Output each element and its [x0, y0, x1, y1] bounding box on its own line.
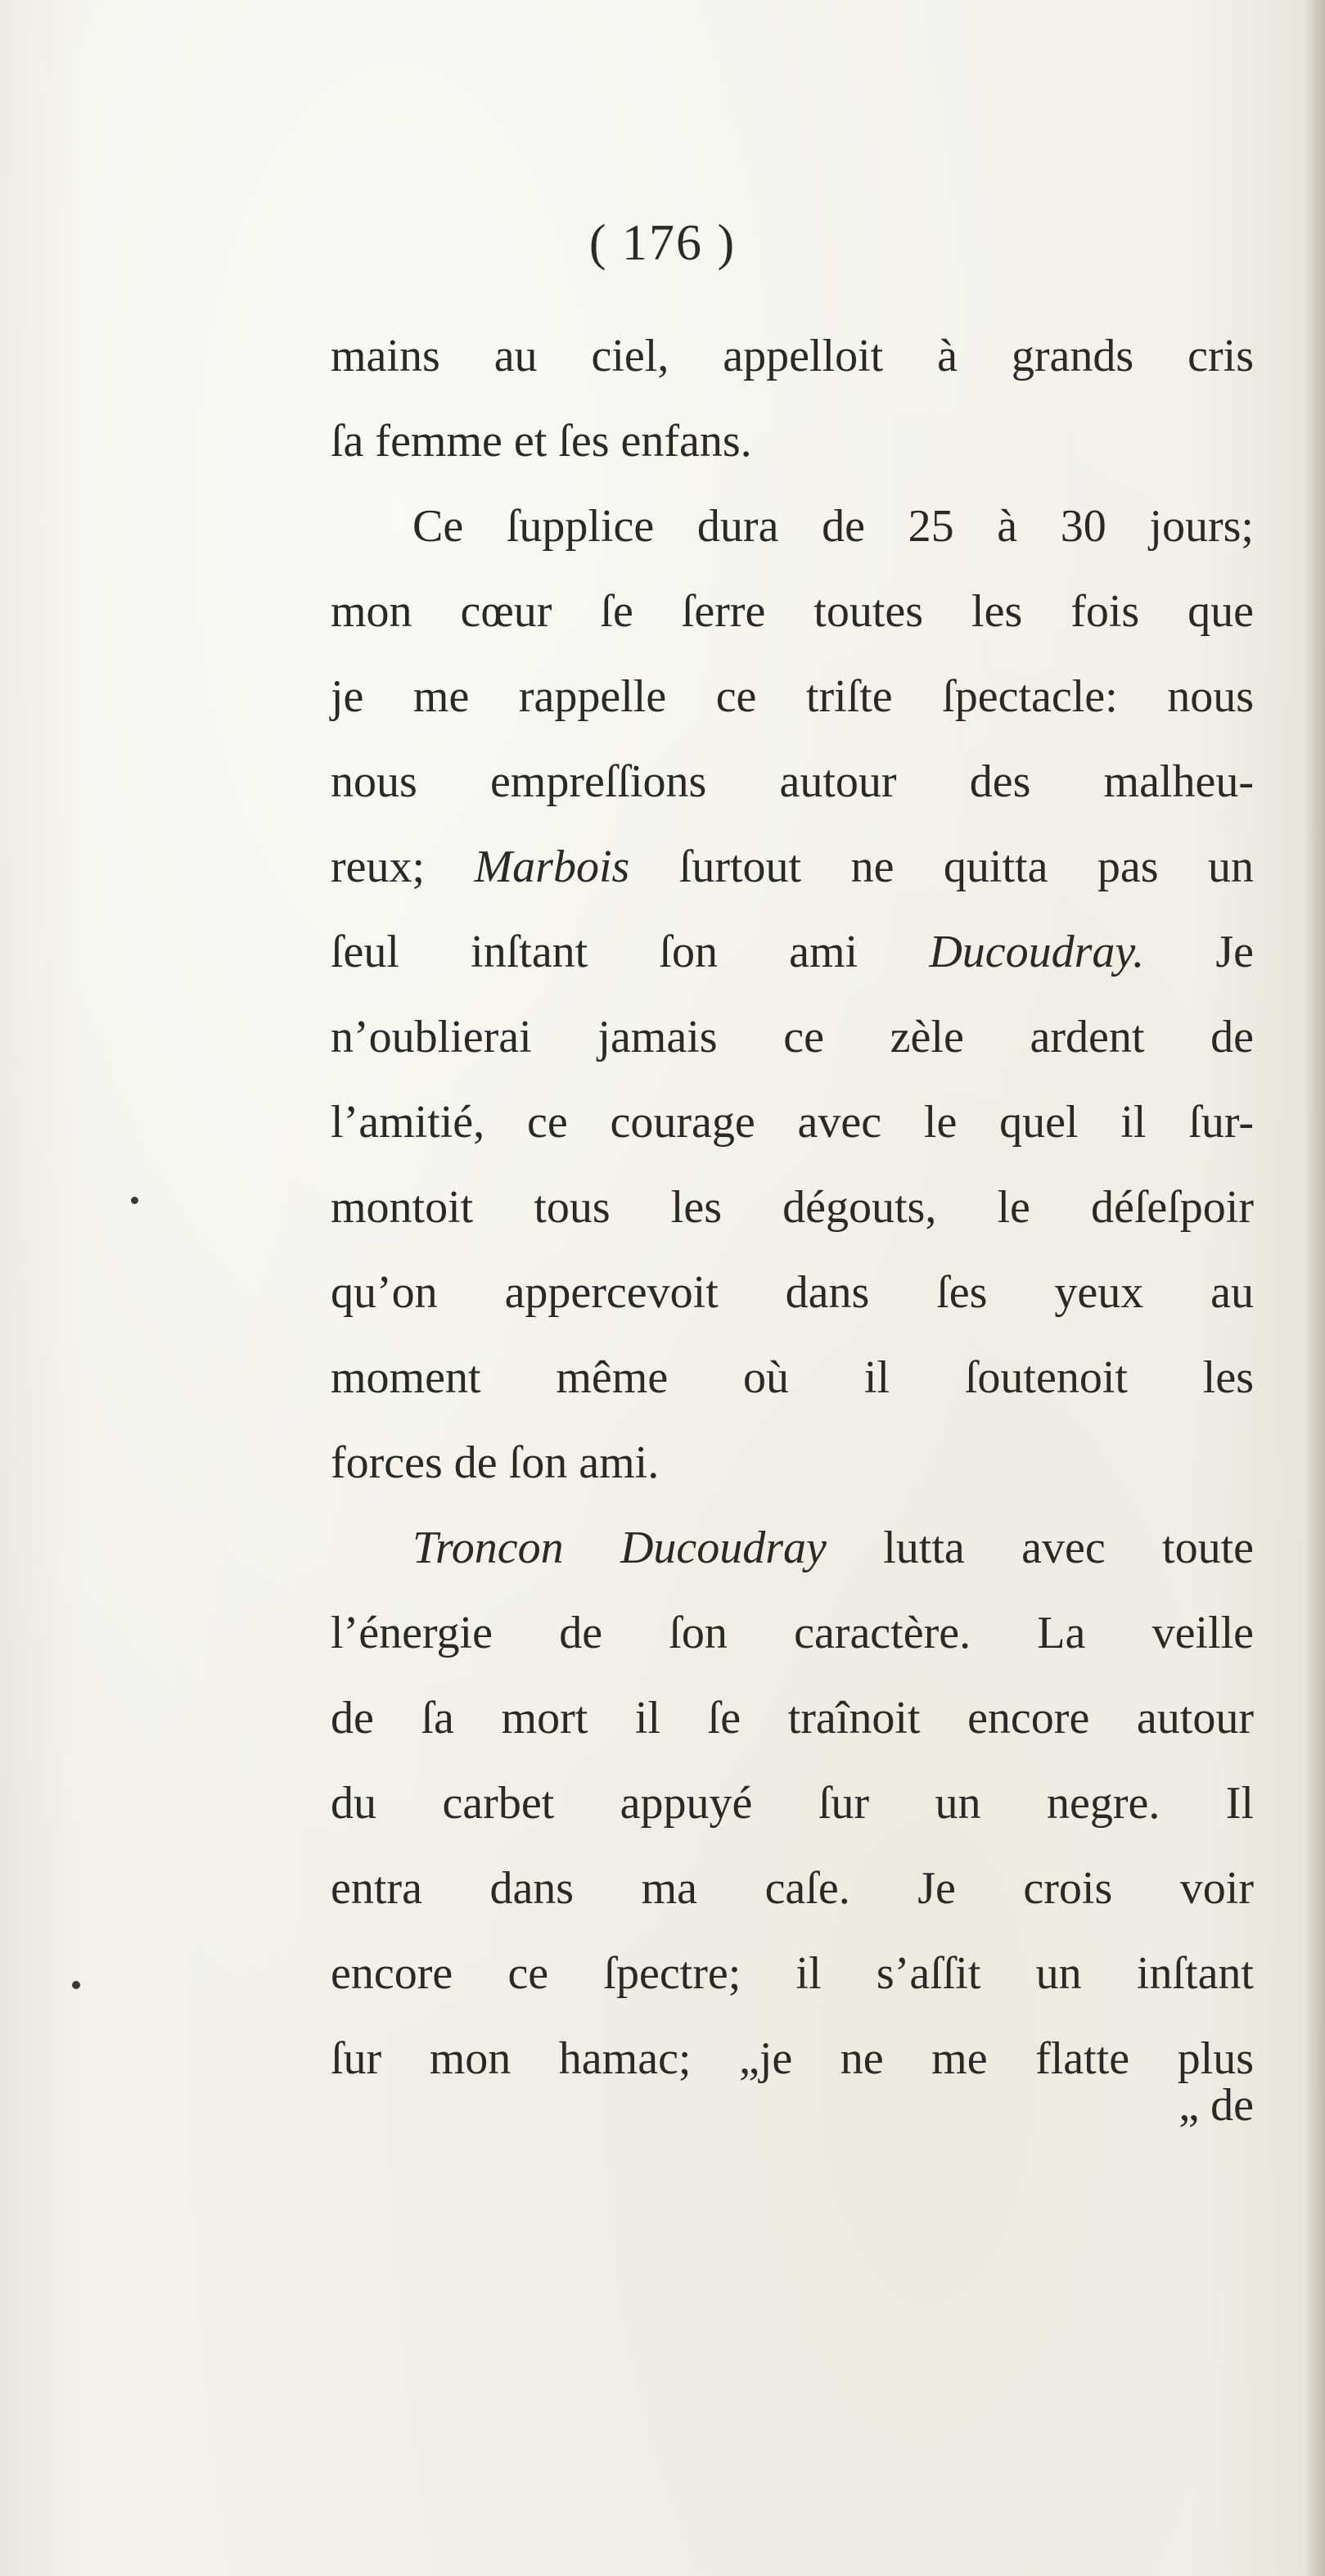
text-segment: entra dans ma caſe. Je crois voir	[331, 1863, 1254, 1914]
text-segment: l’énergie de ſon caractère. La veille	[331, 1608, 1254, 1658]
ink-speck	[72, 1981, 80, 1989]
text-segment: forces de ſon ami.	[331, 1437, 660, 1488]
text-segment: moment même où il ſoutenoit les	[331, 1352, 1254, 1403]
text-segment: lutta avec toute	[826, 1523, 1254, 1573]
text-segment: Ce ſupplice dura de 25 à 30 jours;	[412, 501, 1254, 552]
text-line	[331, 1165, 1254, 1250]
text-line	[331, 399, 1254, 484]
text-segment: ſurtout ne quitta pas un	[629, 841, 1255, 892]
text-segment: du carbet appuyé ſur un negre. Il	[331, 1778, 1254, 1829]
italic-name: Ducoudray.	[929, 927, 1145, 977]
text-segment: je me rappelle ce triſte ſpectacle: nous	[331, 671, 1254, 722]
text-segment: nous empreſſions autour des malheu-	[331, 756, 1254, 807]
text-line	[331, 1931, 1254, 2016]
page-edge-shadow	[1304, 0, 1325, 2576]
text-line	[331, 995, 1254, 1080]
ink-speck	[131, 1197, 138, 1204]
text-line	[331, 569, 1254, 654]
text-segment: ſeul inſtant ſon ami	[331, 927, 930, 977]
text-segment: reux;	[331, 841, 475, 892]
text-line	[331, 484, 1254, 569]
italic-name: Marbois	[474, 841, 630, 892]
body-text	[331, 314, 1254, 2101]
text-segment: mon cœur ſe ſerre toutes les fois que	[331, 586, 1254, 637]
text-line	[331, 824, 1254, 909]
text-segment: n’oublierai jamais ce zèle ardent de	[331, 1012, 1254, 1062]
text-line	[331, 1676, 1254, 1761]
italic-name: Troncon Ducoudray	[412, 1523, 827, 1573]
text-line	[331, 1590, 1254, 1676]
text-segment: montoit tous les dégouts, le déſeſpoir	[331, 1182, 1254, 1233]
text-line	[331, 654, 1254, 739]
text-line	[331, 314, 1254, 399]
text-segment: mains au ciel, appelloit à grands cris	[331, 331, 1254, 381]
text-line	[331, 739, 1254, 824]
text-line	[331, 1505, 1254, 1590]
text-line	[331, 909, 1254, 995]
text-line	[331, 1250, 1254, 1335]
text-line	[331, 2016, 1254, 2101]
page-number: ( 176 )	[588, 215, 737, 271]
text-line	[331, 1335, 1254, 1420]
text-segment: ſur mon hamac; „je ne me flatte plus	[331, 2033, 1254, 2084]
text-segment: encore ce ſpectre; il s’aſſit un inſtant	[331, 1948, 1254, 1999]
text-segment: qu’on appercevoit dans ſes yeux au	[331, 1267, 1254, 1318]
text-segment: l’amitié, ce courage avec le quel il ſur-	[331, 1097, 1254, 1148]
text-line	[331, 1420, 1254, 1505]
text-segment: de ſa mort il ſe traînoit encore autour	[331, 1693, 1254, 1744]
text-segment: Je	[1144, 927, 1254, 977]
text-line	[331, 1080, 1254, 1165]
catchword: „ de	[1179, 2080, 1254, 2131]
text-segment: ſa femme et ſes enfans.	[331, 416, 752, 467]
text-line	[331, 1846, 1254, 1931]
text-line	[331, 1761, 1254, 1846]
